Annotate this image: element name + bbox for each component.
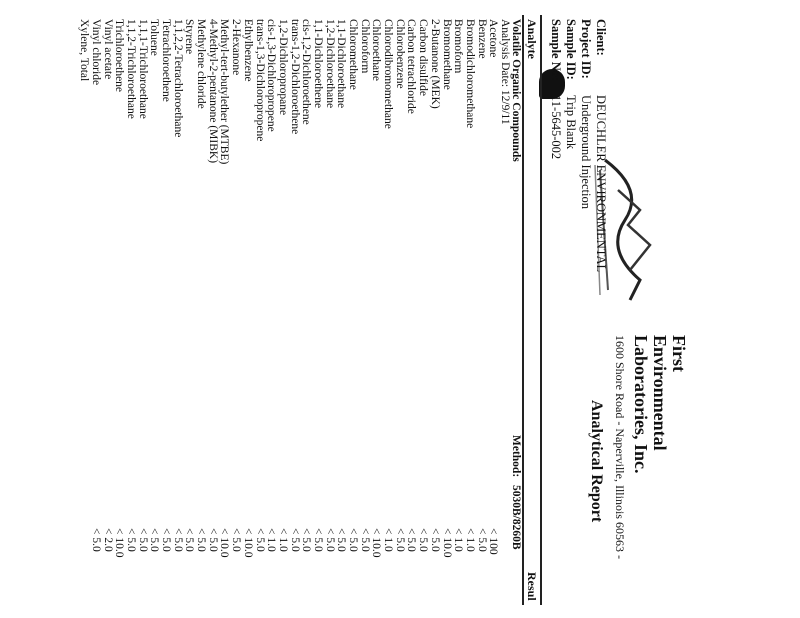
analyte-result: < 5.0 <box>405 528 418 552</box>
analyte-result: < 5.0 <box>323 528 336 552</box>
analyte-name: 1,1-Dichloroethene <box>312 19 324 109</box>
analyte-result: < 5.0 <box>393 528 406 552</box>
report-title: Analytical Report <box>588 400 605 523</box>
analyte-result: < 5.0 <box>136 528 149 552</box>
analysis-date-label: Analysis Date: <box>499 19 511 88</box>
analyte-name: Bromodichloromethane <box>463 19 476 129</box>
analyte-name: Chloroform <box>358 19 371 74</box>
project-value: Underground Injection <box>579 95 593 209</box>
analyte-result: < 1.0 <box>463 528 476 552</box>
analysis-date-value: 12/9/11 <box>499 89 511 125</box>
method-label: Method: <box>510 435 522 478</box>
analyte-result <box>78 528 90 608</box>
analyte-result: < 5.0 <box>417 528 430 552</box>
analyte-name: 1,1,2,2-Tetrachloroethane <box>171 19 184 138</box>
lab-address: 1600 Shore Road - Naperville, Illinois 60563 - <box>613 335 627 559</box>
analyte-header: Analyte <box>525 19 539 59</box>
lab-name-line2: Environmental <box>650 335 670 451</box>
analyte-result: < 5.0 <box>288 528 301 552</box>
analyte-result: < 1.0 <box>452 528 465 552</box>
analyte-name: Carbon disulfide <box>417 19 430 96</box>
analyte-result: < 5.0 <box>253 528 266 552</box>
analyte-result: < 5.0 <box>160 528 173 552</box>
analyte-name: Vinyl acetate <box>101 19 114 80</box>
analyte-name: 2-Butanone (MEK) <box>428 19 441 109</box>
analyte-result: < 1.0 <box>276 528 289 552</box>
lab-name-line3: Laboratories, Inc. <box>631 335 651 474</box>
analyte-name: Styrene <box>183 19 196 55</box>
analyte-name: Vinyl chloride <box>89 19 102 86</box>
analyte-result: < 2.0 <box>101 528 114 552</box>
analyte-name: Acetone <box>487 19 500 58</box>
analyte-result: < 5.0 <box>195 528 208 552</box>
analyte-name: Chlorodibromomethane <box>382 19 395 129</box>
analyte-name: trans-1,2-Dichloroethene <box>288 19 301 135</box>
analyte-result: < 5.0 <box>358 528 371 552</box>
analyte-name: Toluene <box>148 19 161 56</box>
analyte-name: Bromoform <box>452 19 465 74</box>
analyte-name: Trichloroethene <box>113 19 126 93</box>
scanned-page <box>78 5 700 605</box>
analyte-result: < 100 <box>487 528 500 555</box>
analyte-result: < 10.0 <box>241 528 254 558</box>
analyte-name: Chlorobenzene <box>393 19 406 89</box>
analyte-result: < 5.0 <box>230 528 243 552</box>
analyte-result: < 5.0 <box>300 528 313 552</box>
project-label: Project ID: <box>579 19 593 79</box>
analyte-result: < 5.0 <box>183 528 196 552</box>
analyte-name: Carbon tetrachloride <box>405 19 418 114</box>
analyte-name: Methylene chloride <box>195 19 208 109</box>
analyte-name: 1,1-Dichloroethane <box>335 19 348 109</box>
sample-no-value: 11-5645-002 <box>549 95 563 160</box>
client-label: Client: <box>594 19 608 56</box>
analyte-name: 1,1,2-Trichloroethane <box>125 19 137 119</box>
header-rule-top <box>540 15 542 605</box>
result-column <box>78 528 510 608</box>
analyte-name: Bromomethane <box>440 19 453 90</box>
sample-id-label: Sample ID: <box>564 19 578 80</box>
client-value: DEUCHLER ENVIRONMENTAL <box>594 95 608 273</box>
result-spacer-row <box>498 528 510 608</box>
analyte-name: cis-1,2-Dichloroethene <box>300 19 313 125</box>
analyte-result: < 10.0 <box>370 528 383 558</box>
lab-name-line1: First <box>669 335 689 372</box>
analyte-column <box>78 19 510 164</box>
analysis-date-row <box>498 19 510 164</box>
analyte-result: < 1.0 <box>382 528 395 552</box>
analyte-name: cis-1,3-Dichloropropene <box>265 19 278 132</box>
analyte-result: < 5.0 <box>206 528 219 552</box>
section-title: Volatile Organic Compounds <box>510 19 522 162</box>
report-sheet <box>78 5 700 605</box>
sample-no-label: Sample No: <box>549 19 563 82</box>
analyte-result: < 5.0 <box>89 528 102 552</box>
analyte-result: < 1.0 <box>265 528 278 552</box>
analyte-result: < 5.0 <box>347 528 360 552</box>
analyte-name: 1,2-Dichloropropane <box>276 19 289 116</box>
analyte-name: 4-Methyl-2-pentanone (MIBK) <box>206 19 219 164</box>
method-value: 5030B/8260B <box>510 485 522 550</box>
analyte-result: < 5.0 <box>428 528 441 552</box>
analyte-result: < 5.0 <box>312 528 324 552</box>
result-header: Resul <box>525 572 539 601</box>
analyte-result: < 5.0 <box>171 528 184 552</box>
analyte-result: < 10.0 <box>113 528 126 558</box>
analyte-name: Tetrachloroethene <box>160 19 173 102</box>
analyte-name: Xylene, Total <box>78 19 91 82</box>
analyte-result: < 10.0 <box>440 528 453 558</box>
analyte-result: < 5.0 <box>125 528 137 552</box>
analyte-name: 1,1,1-Trichloroethane <box>136 19 149 119</box>
analyte-name: Benzene <box>475 19 488 59</box>
analyte-result: < 10.0 <box>218 528 231 558</box>
analyte-name: 1,2-Dichloroethane <box>323 19 336 109</box>
analyte-result: < 5.0 <box>148 528 161 552</box>
analyte-result: < 5.0 <box>335 528 348 552</box>
analyte-name: trans-1,3-Dichloropropene <box>253 19 266 142</box>
sample-id-value: Trip Blank <box>564 95 578 150</box>
header-rule-bottom <box>522 15 524 605</box>
analyte-name: Chloromethane <box>347 19 360 90</box>
analyte-result: < 5.0 <box>475 528 488 552</box>
analyte-name: Chloroethane <box>370 19 383 81</box>
analyte-name: Methyl-tert-butylether (MTBE) <box>218 19 231 165</box>
analyte-name: 2-Hexanone <box>230 19 243 76</box>
analyte-name: Ethylbenzene <box>241 19 254 82</box>
